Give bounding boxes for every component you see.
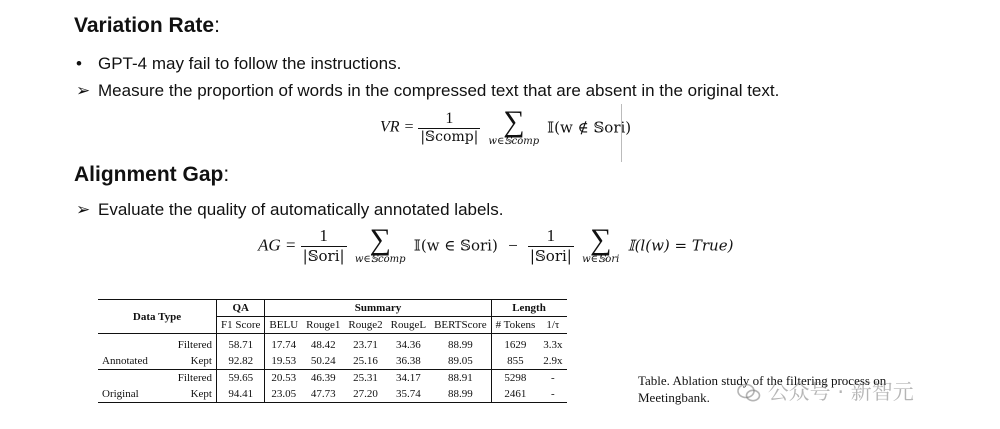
ag-numerator-1: 1 xyxy=(319,226,328,245)
row-group xyxy=(98,370,164,387)
cell: 25.16 xyxy=(353,355,378,367)
cell: 1629 xyxy=(491,334,539,354)
arrow-marker-icon: ➢ xyxy=(76,200,91,219)
cell: 46.39 xyxy=(302,370,344,387)
cell: 36.38 xyxy=(395,355,421,367)
watermark-text: 公众号 · 新智元 xyxy=(767,380,914,404)
ag-denominator-2: |𝕊ori| xyxy=(529,247,572,265)
cell: 94.41 xyxy=(217,386,265,403)
cell: - xyxy=(539,386,566,403)
row-sub: Kept xyxy=(190,355,212,367)
col-inv-tau: 1/τ xyxy=(539,317,566,334)
bullet-evaluate-quality xyxy=(76,200,503,220)
watermark xyxy=(737,376,914,406)
vr-denominator: |𝕊comp| xyxy=(420,129,479,145)
cell: 5298 xyxy=(491,370,539,387)
cell: 34.36 xyxy=(395,339,421,351)
arrow-marker-icon: ➢ xyxy=(76,81,91,100)
sum-sigma-icon: ∑ xyxy=(503,105,525,138)
cell: 59.65 xyxy=(217,370,265,387)
cell: 89.05 xyxy=(447,355,473,367)
sum-sigma-icon: ∑ xyxy=(369,223,391,256)
bullet-measure-proportion xyxy=(76,81,779,101)
ag-term-2: 𝕀(l(w) = True) xyxy=(627,236,734,255)
ag-term-1: 𝕀(w ∈ 𝕊ori) xyxy=(413,236,498,255)
row-group: Original xyxy=(98,386,164,403)
bullet-marker: • xyxy=(76,54,82,73)
cell: 58.71 xyxy=(217,334,265,354)
table-row xyxy=(98,370,567,387)
header-length: Length xyxy=(491,300,566,317)
cell: 50.24 xyxy=(310,355,336,367)
vr-sum-subscript: w∈𝕊comp xyxy=(488,136,540,147)
sum-sigma-icon: ∑ xyxy=(590,223,612,256)
row-group xyxy=(98,334,164,354)
cell: 88.99 xyxy=(447,339,473,351)
ag-denominator-1: |𝕊ori| xyxy=(302,247,345,265)
cell: 27.20 xyxy=(344,386,386,403)
cell: 88.91 xyxy=(430,370,491,387)
cell: 35.74 xyxy=(387,386,430,403)
cell: 855 xyxy=(491,353,539,370)
cell: 20.53 xyxy=(265,370,302,387)
row-group: Annotated xyxy=(102,355,148,367)
ag-sum-1 xyxy=(354,223,406,265)
cell: 19.53 xyxy=(265,353,302,370)
cell: 92.82 xyxy=(217,353,265,370)
cell: 88.99 xyxy=(430,386,491,403)
cell: 23.05 xyxy=(265,386,302,403)
alignment-gap-title: Alignment Gap xyxy=(74,163,224,186)
ag-sum-subscript-2: w∈𝕊ori xyxy=(582,254,620,265)
cell: 34.17 xyxy=(387,370,430,387)
bullet-gpt4-fail xyxy=(76,54,401,74)
vr-fraction xyxy=(418,110,480,145)
table-row xyxy=(98,386,567,403)
ablation-table xyxy=(98,299,567,403)
table-row xyxy=(98,353,567,370)
cell: 3.3x xyxy=(543,339,563,351)
vr-formula xyxy=(380,105,632,147)
col-f1-score: F1 Score xyxy=(217,317,265,334)
ag-numerator-2: 1 xyxy=(546,226,556,245)
cell: 2.9x xyxy=(543,355,563,367)
vr-sum xyxy=(488,105,540,147)
ag-minus: − xyxy=(508,235,518,255)
vr-numerator: 1 xyxy=(445,110,454,127)
ag-formula xyxy=(258,223,734,265)
header-qa: QA xyxy=(217,300,265,317)
col-bertscore: BERTScore xyxy=(430,317,491,334)
wechat-icon xyxy=(737,383,761,403)
ag-fraction-2 xyxy=(528,226,574,265)
variation-rate-heading: Variation Rate: xyxy=(74,14,220,37)
vr-term: 𝕀(w ∉ 𝕊ori) xyxy=(547,118,632,137)
col-tokens: # Tokens xyxy=(491,317,539,334)
bullet-text: Evaluate the quality of automatically annotated labels. xyxy=(98,200,504,219)
header-data-type: Data Type xyxy=(98,300,217,334)
row-sub: Filtered xyxy=(177,339,212,351)
table-row xyxy=(98,334,567,354)
table-caption: Table. Ablation study of the filtering process on Meetingbank. xyxy=(638,373,887,405)
cell: 2461 xyxy=(491,386,539,403)
cell: 17.74 xyxy=(265,334,302,354)
row-sub: Kept xyxy=(164,386,216,403)
alignment-gap-heading: Alignment Gap: xyxy=(74,163,230,186)
col-rougel: RougeL xyxy=(387,317,430,334)
ag-fraction-1 xyxy=(301,226,347,265)
cell: 47.73 xyxy=(302,386,344,403)
col-rouge1: Rouge1 xyxy=(302,317,344,334)
row-sub: Filtered xyxy=(164,370,216,387)
formula-divider xyxy=(621,104,622,162)
variation-rate-title: Variation Rate xyxy=(74,14,215,37)
header-summary: Summary xyxy=(265,300,491,317)
bullet-text: GPT-4 may fail to follow the instructions. xyxy=(98,54,402,73)
bullet-text: Measure the proportion of words in the compressed text that are absent in the original text. xyxy=(98,81,780,100)
cell: 23.71 xyxy=(353,339,378,351)
cell: 25.31 xyxy=(344,370,386,387)
cell: - xyxy=(539,370,566,387)
cell: 48.42 xyxy=(310,339,336,351)
vr-lhs: VR = xyxy=(380,118,415,136)
col-belu: BELU xyxy=(265,317,302,334)
ag-sum-2 xyxy=(582,223,620,265)
col-rouge2: Rouge2 xyxy=(344,317,386,334)
ag-lhs: AG = xyxy=(258,235,297,255)
ag-sum-subscript-1: w∈𝕊comp xyxy=(354,254,406,265)
